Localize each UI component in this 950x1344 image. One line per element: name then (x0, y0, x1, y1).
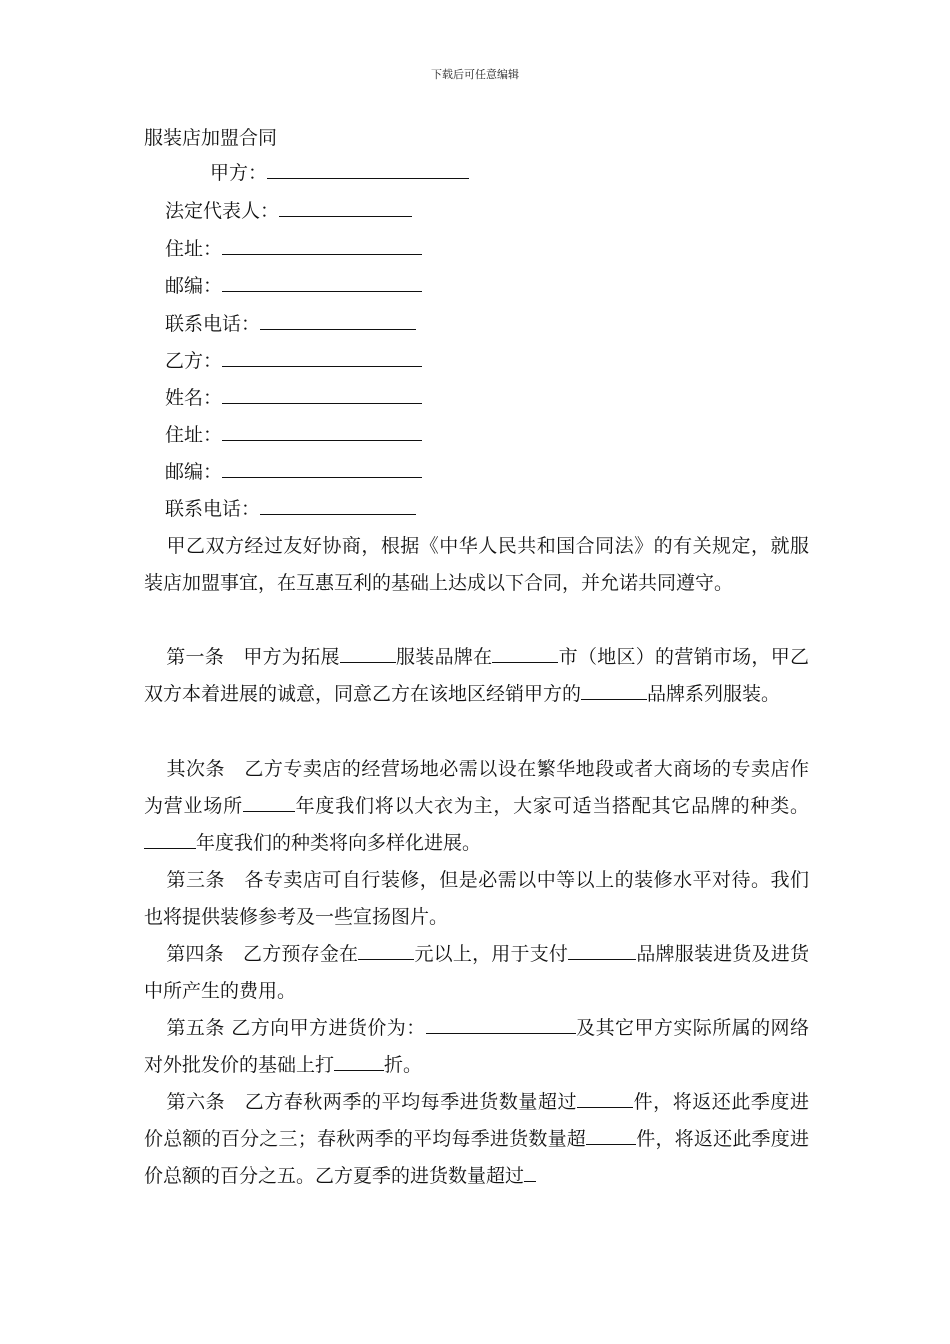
article-2-text-1: 其次条 乙方专卖店的经营场地必需以设在繁华地段或者大商场的专卖店作为营业场所 (144, 758, 809, 817)
article-3-text: 第三条 各专卖店可自行装修，但是必需以中等以上的装修水平对待。我们也将提供装修参考及一些宣扬图片。 (144, 869, 809, 928)
party-b-field (165, 346, 422, 372)
party-a-label: 甲方： (210, 162, 268, 184)
party-b-postcode-label: 邮编： (165, 461, 223, 483)
party-b-phone-field (165, 494, 416, 520)
party-a-postcode-field (165, 271, 422, 297)
article-2 (144, 751, 809, 862)
article-4-text-2: 元以上，用于支付 (414, 943, 569, 965)
article-1-text-1: 第一条 甲方为拓展 (166, 646, 340, 668)
article-1-blank-series-b[interactable] (615, 681, 647, 700)
article-6-blank-qty-1[interactable] (577, 1089, 633, 1108)
party-a-phone-blank[interactable] (260, 311, 416, 330)
page-header: 下载后可任意编辑 (431, 68, 519, 81)
article-1-blank-brand[interactable] (340, 644, 396, 663)
party-b-phone-blank[interactable] (260, 496, 416, 515)
article-4 (144, 936, 809, 1010)
article-5-blank-price[interactable] (426, 1015, 576, 1034)
party-b-postcode-field (165, 457, 422, 483)
article-1-text-3: 市（地区）的营销市场，甲乙双方本着进展的诚意，同意乙方在该地区经销甲方的 (144, 646, 809, 705)
article-2-blank-year-1[interactable] (243, 793, 295, 812)
article-6-blank-qty-2[interactable] (586, 1126, 636, 1145)
article-1-blank-series-a[interactable] (581, 681, 615, 700)
party-a-address-label: 住址： (165, 238, 223, 260)
article-4-text-1: 第四条 乙方预存金在 (166, 943, 359, 965)
article-2-blank-year-2[interactable] (144, 830, 196, 849)
intro-paragraph (144, 528, 809, 602)
article-6-text-2: 件，将返还此季度进价总额的百分之三；春秋两季的平均每季进货数量超 (144, 1091, 809, 1150)
party-b-name-field (165, 383, 422, 409)
document-title: 服装店加盟合同 (144, 127, 278, 149)
legal-rep-label: 法定代表人： (165, 200, 280, 222)
legal-rep-field (165, 196, 412, 222)
party-b-name-blank[interactable] (222, 385, 422, 404)
article-6-text-1: 第六条 乙方春秋两季的平均每季进货数量超过 (166, 1091, 578, 1113)
party-a-phone-field (165, 309, 416, 335)
article-4-text-3: 品牌服装进货及进货中所产生的费用。 (144, 943, 809, 1002)
party-a-address-field (165, 234, 422, 260)
article-5-text-2: 及其它甲方实际所属的网络对外批发价的基础上打 (144, 1017, 809, 1076)
party-b-address-blank[interactable] (222, 422, 422, 441)
legal-rep-blank[interactable] (279, 198, 412, 217)
party-a-field (210, 158, 469, 184)
intro-text: 甲乙双方经过友好协商，根据《中华人民共和国合同法》的有关规定，就服装店加盟事宜，在互惠互利的基础上达成以下合同，并允诺共同遵守。 (144, 535, 809, 594)
article-5 (144, 1010, 809, 1084)
party-a-postcode-blank[interactable] (222, 273, 422, 292)
party-b-label: 乙方： (165, 350, 223, 372)
article-5-text-1: 第五条 乙方向甲方进货价为： (166, 1017, 426, 1039)
party-b-phone-label: 联系电话： (165, 498, 261, 520)
article-6 (144, 1084, 809, 1195)
article-1 (144, 639, 809, 713)
article-5-blank-discount[interactable] (334, 1052, 384, 1071)
party-a-address-blank[interactable] (222, 236, 422, 255)
party-b-address-field (165, 420, 422, 446)
article-6-blank-qty-3[interactable] (524, 1163, 536, 1182)
article-2-text-3: 年度我们的种类将向多样化进展。 (196, 832, 482, 854)
article-4-blank-deposit[interactable] (358, 941, 414, 960)
article-1-text-4: 品牌系列服装。 (647, 683, 781, 705)
article-1-text-2: 服装品牌在 (395, 646, 493, 668)
article-5-text-3: 折。 (384, 1054, 423, 1076)
party-b-address-label: 住址： (165, 424, 223, 446)
article-2-text-2: 年度我们将以大衣为主，大家可适当搭配其它品牌的种类。 (294, 795, 809, 817)
party-b-postcode-blank[interactable] (222, 459, 422, 478)
party-a-phone-label: 联系电话： (165, 313, 261, 335)
party-a-blank[interactable] (267, 160, 469, 179)
article-3 (144, 862, 809, 936)
party-b-blank[interactable] (222, 348, 422, 367)
article-6-text-3: 件，将返还此季度进价总额的百分之五。乙方夏季的进货数量超过 (144, 1128, 809, 1187)
party-a-postcode-label: 邮编： (165, 275, 223, 297)
article-1-blank-city[interactable] (492, 644, 558, 663)
article-4-blank-brand[interactable] (568, 941, 636, 960)
party-b-name-label: 姓名： (165, 387, 223, 409)
